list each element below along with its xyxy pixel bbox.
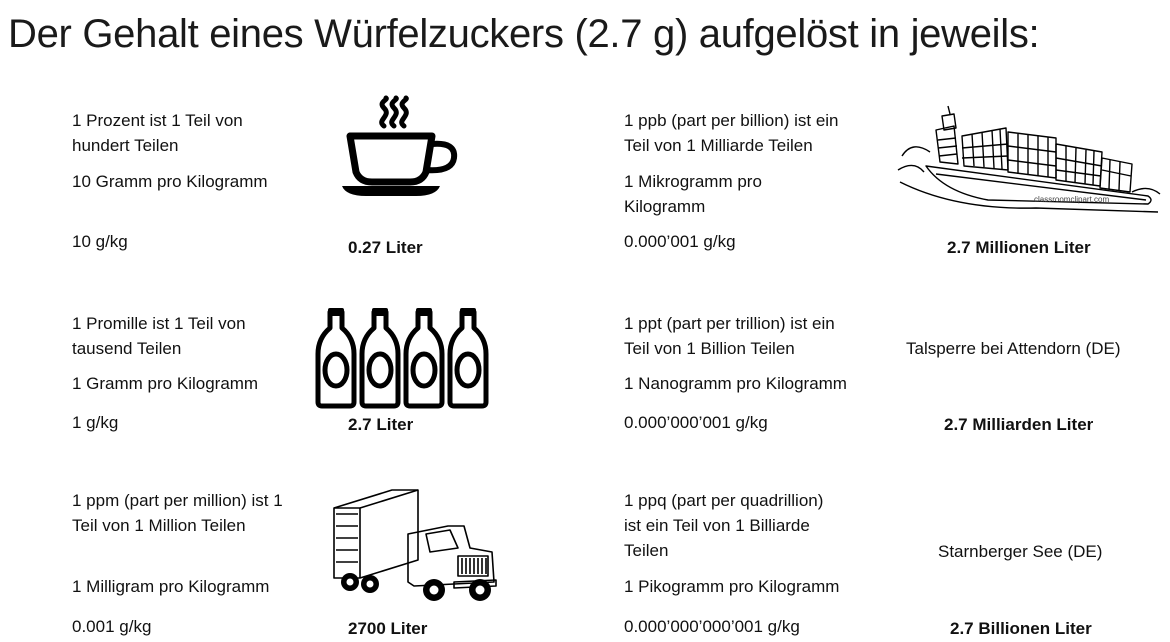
- volume-label: 2.7 Billionen Liter: [950, 619, 1092, 638]
- definition-line: 1 ppt (part per trillion) ist ein: [624, 314, 835, 333]
- volume-label: 2.7 Liter: [348, 415, 414, 434]
- watermark-text: classroomclipart.com: [1034, 195, 1110, 204]
- volume-label: 2.7 Milliarden Liter: [944, 415, 1094, 434]
- ratio-text: 0.001 g/kg: [72, 617, 152, 636]
- unit-text: 1 Pikogramm pro Kilogramm: [624, 577, 840, 596]
- definition-line: 1 ppb (part per billion) ist ein: [624, 111, 839, 130]
- definition-line: Teil von 1 Billion Teilen: [624, 339, 795, 358]
- bottles-icon: [316, 306, 496, 410]
- volume-label: 2700 Liter: [348, 619, 428, 638]
- coffee-cup-icon: [336, 96, 466, 200]
- definition-line: 1 ppm (part per million) ist 1: [72, 491, 283, 510]
- definition-line: Teilen: [624, 541, 669, 560]
- truck-icon: [330, 486, 498, 608]
- definition-text: [72, 488, 283, 538]
- unit-text: 10 Gramm pro Kilogramm: [72, 172, 268, 191]
- definition-line: hundert Teilen: [72, 136, 179, 155]
- definition-line: 1 Prozent ist 1 Teil von: [72, 111, 243, 130]
- definition-line: Teil von 1 Milliarde Teilen: [624, 136, 813, 155]
- ratio-text: 10 g/kg: [72, 232, 128, 251]
- ratio-text: 0.000’000’001 g/kg: [624, 413, 768, 432]
- ratio-text: 1 g/kg: [72, 413, 119, 432]
- definition-text: [624, 311, 835, 361]
- unit-text: [624, 169, 762, 219]
- ratio-text: 0.000’001 g/kg: [624, 232, 736, 251]
- definition-line: 1 ppq (part per quadrillion): [624, 491, 824, 510]
- place-label: Talsperre bei Attendorn (DE): [906, 339, 1121, 358]
- page-title: Der Gehalt eines Würfelzuckers (2.7 g) aufgelöst in jeweils:: [8, 12, 1040, 56]
- unit-text: 1 Milligram pro Kilogramm: [72, 577, 270, 596]
- ratio-text: 0.000’000’000’001 g/kg: [624, 617, 800, 636]
- definition-text: [72, 311, 246, 361]
- definition-line: 1 Promille ist 1 Teil von: [72, 314, 246, 333]
- volume-label: 0.27 Liter: [348, 238, 423, 257]
- unit-line: Kilogramm: [624, 197, 706, 216]
- unit-text: 1 Nanogramm pro Kilogramm: [624, 374, 847, 393]
- definition-text: [624, 108, 839, 158]
- definition-line: ist ein Teil von 1 Billiarde: [624, 516, 810, 535]
- definition-text: [624, 488, 823, 563]
- definition-line: tausend Teilen: [72, 339, 182, 358]
- container-ship-icon: [896, 100, 1164, 218]
- definition-line: Teil von 1 Million Teilen: [72, 516, 246, 535]
- definition-text: [72, 108, 243, 158]
- unit-text: 1 Gramm pro Kilogramm: [72, 374, 259, 393]
- volume-label: 2.7 Millionen Liter: [947, 238, 1091, 257]
- place-label: Starnberger See (DE): [938, 542, 1103, 561]
- unit-line: 1 Mikrogramm pro: [624, 172, 762, 191]
